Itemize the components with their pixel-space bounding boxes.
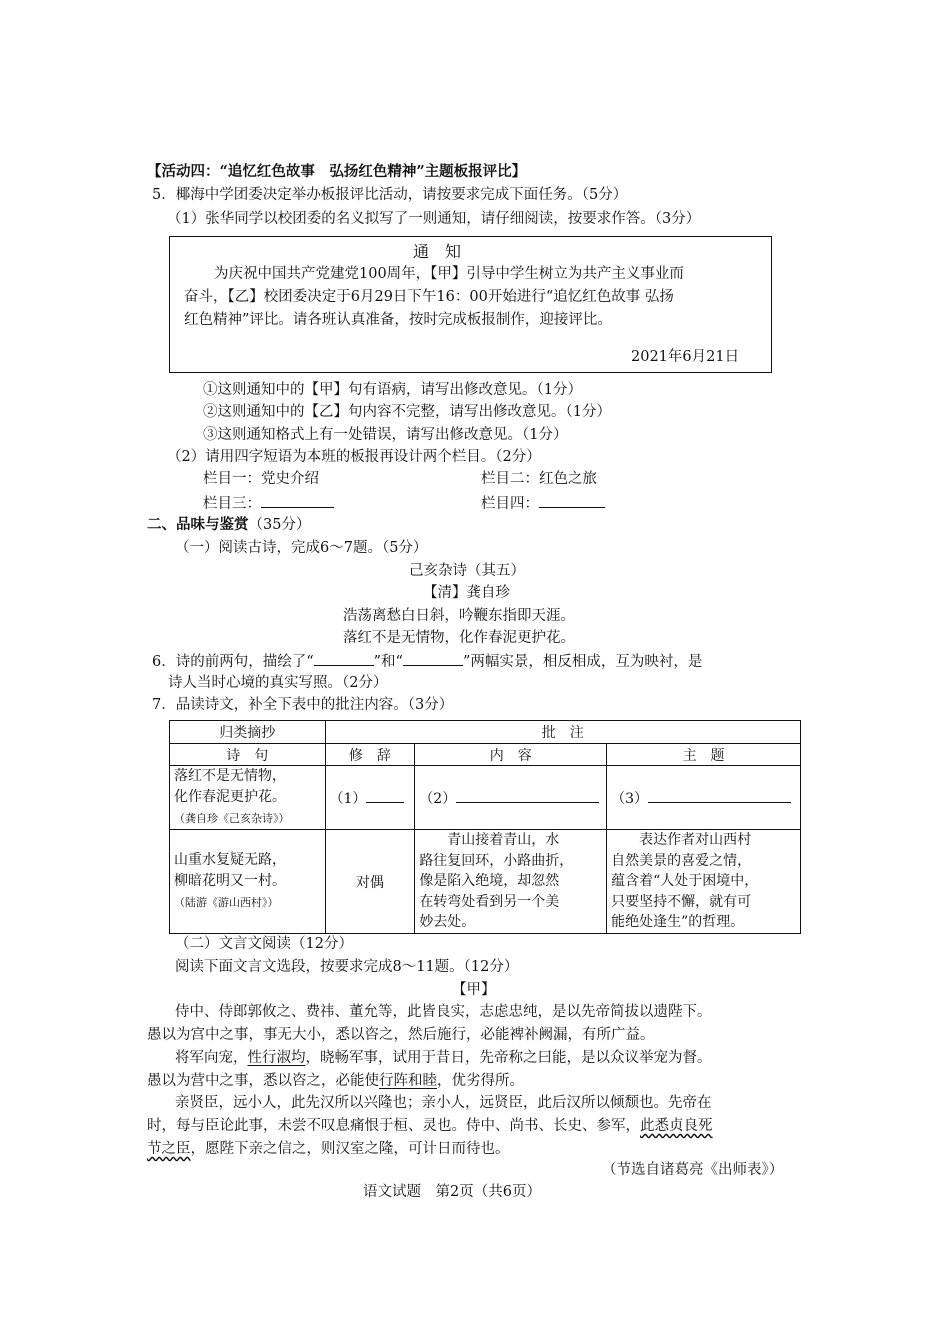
row-1-theme (607, 766, 801, 830)
column-4-label: 栏目四： (481, 496, 539, 512)
theme-line: 只要坚持不懈，就有可 (611, 893, 752, 910)
row-2-verse (170, 830, 326, 934)
content-line: 妙去处。 (419, 914, 476, 931)
wavy-underlined-phrase: 此悉贞良死 (640, 1118, 713, 1134)
answer-blank[interactable] (648, 788, 791, 803)
column-2: 栏目二：红色之旅 (481, 471, 597, 487)
passage-source: （节选自诸葛亮《出师表》） (602, 1162, 784, 1178)
passage-text: 时，每与臣论此事，未尝不叹息痛恨于桓、灵也。侍中、尚书、长史、参军， (147, 1118, 640, 1134)
answer-blank[interactable] (539, 493, 605, 508)
notice-box (169, 236, 772, 373)
notice-line: 红色精神”评比。请各班认真准备，按时完成板报制作，迎接评比。 (184, 312, 612, 328)
blank-label: （1） (329, 790, 367, 807)
verse-line: 化作春泥更护花。 (174, 789, 286, 805)
row-1-rhetoric (325, 766, 415, 830)
notice-date: 2021年6月21日 (631, 349, 740, 365)
row-2-content (415, 830, 607, 934)
header-annotation: 批 注 (325, 721, 801, 744)
question-5: 5．椰海中学团委决定举办板报评比活动，请按要求完成下面任务。（5分） (152, 187, 628, 203)
answer-blank[interactable] (366, 788, 404, 803)
theme-line: 表达作者对山西村 (611, 832, 752, 849)
passage-label: 【甲】 (452, 982, 496, 998)
passage-line: 侍中、侍郎郭攸之、费祎、董允等，此皆良实，志虑忠纯，是以先帝简拔以遗陛下。 (175, 1004, 712, 1020)
annotation-table (169, 720, 801, 934)
sub-question-2: ②这则通知中的【乙】句内容不完整，请写出修改意见。（1分） (203, 404, 611, 420)
content-line: 像是陷入绝境，却忽然 (419, 873, 560, 890)
question-6-cont: 诗人当时心境的真实写照。（2分） (168, 675, 388, 691)
blank-label: （2） (419, 790, 457, 807)
verse-line: 柳暗花明又一村。 (174, 873, 286, 889)
header-content: 内 容 (415, 744, 607, 766)
column-1: 栏目一：党史介绍 (203, 471, 319, 487)
theme-line: 自然美景的喜爱之情， (611, 852, 752, 869)
verse-source: （龚自珍《己亥杂诗》） (174, 812, 290, 825)
passage-text: ，愿陛下亲之信之，则汉室之隆，可计日而待也。 (190, 1141, 510, 1157)
theme-line: 能绝处逢生”的哲理。 (611, 914, 745, 931)
passage-line (175, 1048, 712, 1068)
section-title: 二、品味与鉴赏 (147, 516, 249, 533)
passage-line: 亲贤臣，远小人，此先汉所以兴隆也；亲小人，远贤臣，此后汉所以倾颓也。先帝在 (175, 1095, 712, 1111)
notice-line: 奋斗，【乙】校团委决定于6月29日下午16：00开始进行“追忆红色故事 弘扬 (184, 289, 674, 305)
row-2-theme (607, 830, 801, 934)
notice-line: 为庆祝中国共产党建党100周年，【甲】引导中学生树立为共产主义事业而 (214, 266, 684, 282)
q6-text: ”两幅实景，相反相成，互为映衬，是 (462, 654, 703, 670)
part-2-heading: （二）文言文阅读（12分） (175, 936, 353, 952)
theme-line: 蕴含着“人处于困境中， (611, 873, 759, 890)
question-6 (152, 651, 702, 672)
sub-question-3: ③这则通知格式上有一处错误，请写出修改意见。（1分） (203, 427, 568, 443)
passage-text: ，晓畅军事，试用于昔日，先帝称之曰能，是以众议举宠为督。 (305, 1050, 712, 1066)
part-2-intro: 阅读下面文言文选段，按要求完成8～11题。（12分） (175, 959, 519, 975)
section-heading (147, 515, 310, 535)
q6-text: 6．诗的前两句，描绘了“ (152, 654, 314, 670)
column-3 (203, 493, 334, 514)
answer-blank[interactable] (314, 651, 374, 666)
activity-heading: 【活动四：“追忆红色故事 弘扬红色精神”主题板报评比】 (147, 163, 527, 180)
header-verse: 诗 句 (170, 744, 326, 766)
question-5-2: （2）请用四字短语为本班的板报再设计两个栏目。（2分） (167, 449, 541, 465)
content-line: 在转弯处看到另一个美 (419, 893, 560, 910)
notice-title: 通 知 (413, 242, 462, 261)
poem-line: 浩荡离愁白日斜，吟鞭东指即天涯。 (343, 608, 575, 624)
underlined-phrase: 性行淑均 (247, 1050, 306, 1066)
verse-line: 落红不是无情物， (174, 768, 286, 784)
question-7: 7．品读诗文，补全下表中的批注内容。（3分） (152, 697, 454, 713)
passage-text: 将军向宠， (175, 1050, 248, 1066)
column-4 (481, 493, 605, 514)
underlined-phrase: 行阵和睦 (379, 1073, 437, 1089)
verse-line: 山重水复疑无路， (174, 852, 286, 868)
part-1-heading: （一）阅读古诗，完成6～7题。（5分） (175, 540, 428, 556)
verse-source: （陆游《游山西村》） (174, 896, 279, 909)
content-line: 路往复回环，小路曲折， (419, 852, 574, 869)
sub-question-1: ①这则通知中的【甲】句有语病，请写出修改意见。（1分） (203, 382, 582, 398)
q6-text: ”和“ (373, 654, 403, 670)
row-1-content (415, 766, 607, 830)
content-line: 青山接着青山，水 (419, 832, 560, 849)
row-1-verse (170, 766, 326, 830)
poem-author: 【清】龚自珍 (423, 585, 510, 601)
header-category: 归类摘抄 (170, 721, 326, 744)
poem-title: 己亥杂诗（其五） (409, 563, 525, 579)
passage-line: 愚以为宫中之事，事无大小，悉以咨之，然后施行，必能裨补阙漏，有所广益。 (147, 1027, 655, 1043)
page-footer: 语文试题 第2页（共6页） (363, 1184, 541, 1200)
answer-blank[interactable] (456, 788, 599, 803)
passage-line (147, 1071, 524, 1091)
passage-line (147, 1116, 713, 1136)
passage-text: ，优劣得所。 (437, 1073, 524, 1089)
poem-line: 落红不是无情物，化作春泥更护花。 (343, 630, 575, 646)
row-2-rhetoric: 对偶 (325, 830, 415, 934)
column-3-label: 栏目三： (203, 496, 261, 512)
answer-blank[interactable] (261, 493, 334, 508)
passage-text: 愚以为营中之事，悉以咨之，必能使 (147, 1073, 379, 1089)
question-5-1: （1）张华同学以校团委的名义拟写了一则通知，请仔细阅读，按要求作答。（3分） (167, 211, 701, 227)
answer-blank[interactable] (403, 651, 463, 666)
header-theme: 主 题 (607, 744, 801, 766)
blank-label: （3） (611, 790, 649, 807)
wavy-underlined-phrase: 节之臣 (147, 1141, 191, 1157)
header-rhetoric: 修 辞 (325, 744, 415, 766)
section-score: （35分） (248, 517, 311, 533)
passage-line (147, 1139, 510, 1159)
